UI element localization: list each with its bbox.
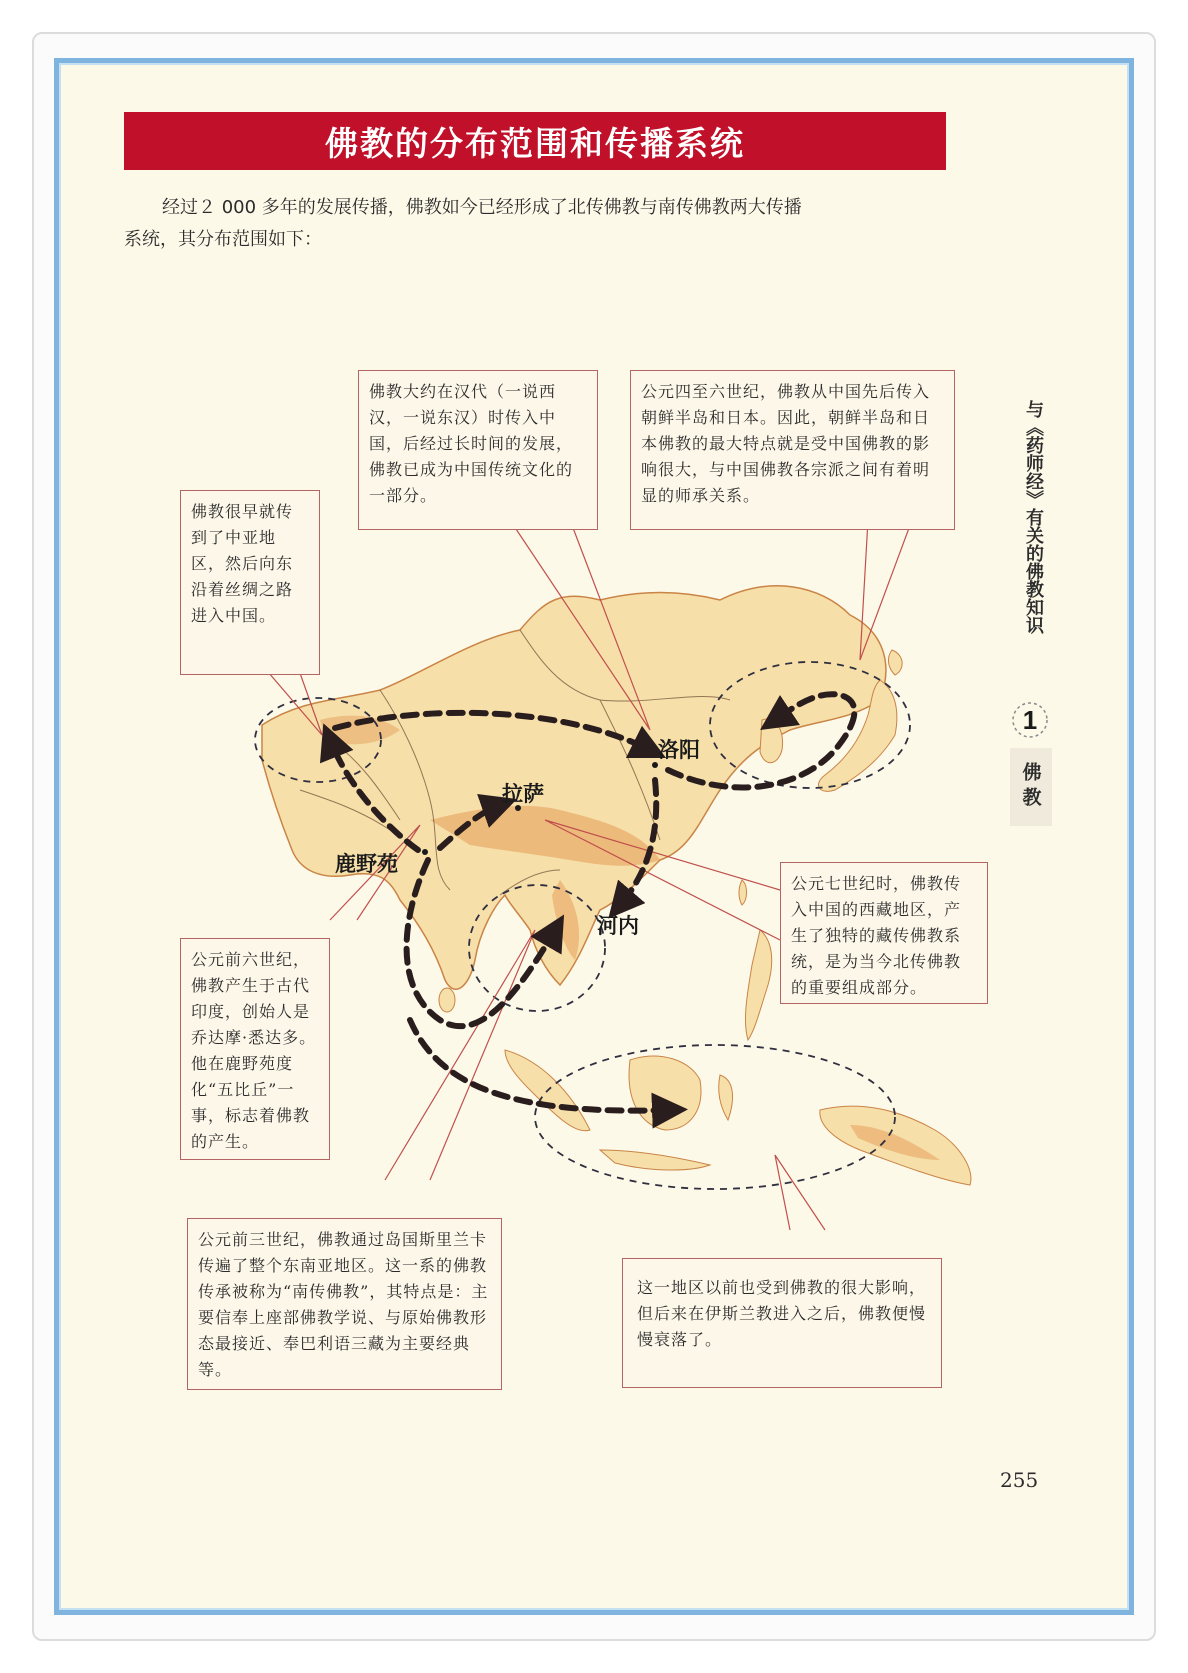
page-number: 255 <box>1000 1468 1039 1492</box>
callout-tibet: 公元七世纪时，佛教传入中国的西藏地区，产生了独特的藏传佛教系统，是为当今北传佛教的重要组成部分。 <box>780 862 988 1004</box>
label-luyeyuan: 鹿野苑 <box>335 852 398 876</box>
chapter-title-vertical: 与《药师经》有关的佛教知识 <box>1023 400 1044 634</box>
callout-han-dynasty: 佛教大约在汉代（一说西汉，一说东汉）时传入中国，后经过长时间的发展，佛教已成为中国传统文化的一部分。 <box>358 370 598 530</box>
label-hanoi: 河内 <box>597 914 639 938</box>
callout-indonesia: 这一地区以前也受到佛教的很大影响，但后来在伊斯兰教进入之后，佛教便慢慢衰落了。 <box>622 1258 942 1388</box>
callout-southeast-asia: 公元前三世纪，佛教通过岛国斯里兰卡传遍了整个东南亚地区。这一系的佛教传承被称为“南传佛教”，其特点是：主要信奉上座部佛教学说、与原始佛教形态最接近、奉巴利语三藏为主要经典等。 <box>187 1218 502 1390</box>
chapter-number-badge <box>1010 700 1050 740</box>
page-title: 佛教的分布范围和传播系统 <box>325 123 745 163</box>
section-tab: 佛教 <box>1010 748 1052 826</box>
label-lhasa: 拉萨 <box>502 782 544 806</box>
callout-korea-japan: 公元四至六世纪，佛教从中国先后传入朝鲜半岛和日本。因此，朝鲜半岛和日本佛教的最大特点就是受中国佛教的影响很大，与中国佛教各宗派之间有着明显的师承关系。 <box>630 370 955 530</box>
land-sri-lanka <box>439 988 455 1012</box>
land-borneo <box>629 1056 701 1130</box>
dot-luyeyuan <box>422 849 428 855</box>
callout-central-asia: 佛教很早就传到了中亚地区，然后向东沿着丝绸之路进入中国。 <box>180 490 320 675</box>
land-philippines <box>745 930 771 1040</box>
intro-line-1: 经过２ 000 多年的发展传播，佛教如今已经形成了北传佛教与南传佛教两大传播 <box>162 197 802 218</box>
intro-line-2: 系统，其分布范围如下： <box>124 229 322 250</box>
chapter-number: 1 <box>1022 704 1038 735</box>
land-sulawesi <box>719 1075 733 1120</box>
land-java <box>600 1150 710 1170</box>
land-hokkaido <box>888 650 902 675</box>
land-taiwan <box>739 880 747 905</box>
callout-origin: 公元前六世纪，佛教产生于古代印度，创始人是乔达摩·悉达多。他在鹿野苑度化“五比丘”一事，标志着佛教的产生。 <box>180 938 330 1160</box>
label-luoyang: 洛阳 <box>658 738 700 762</box>
